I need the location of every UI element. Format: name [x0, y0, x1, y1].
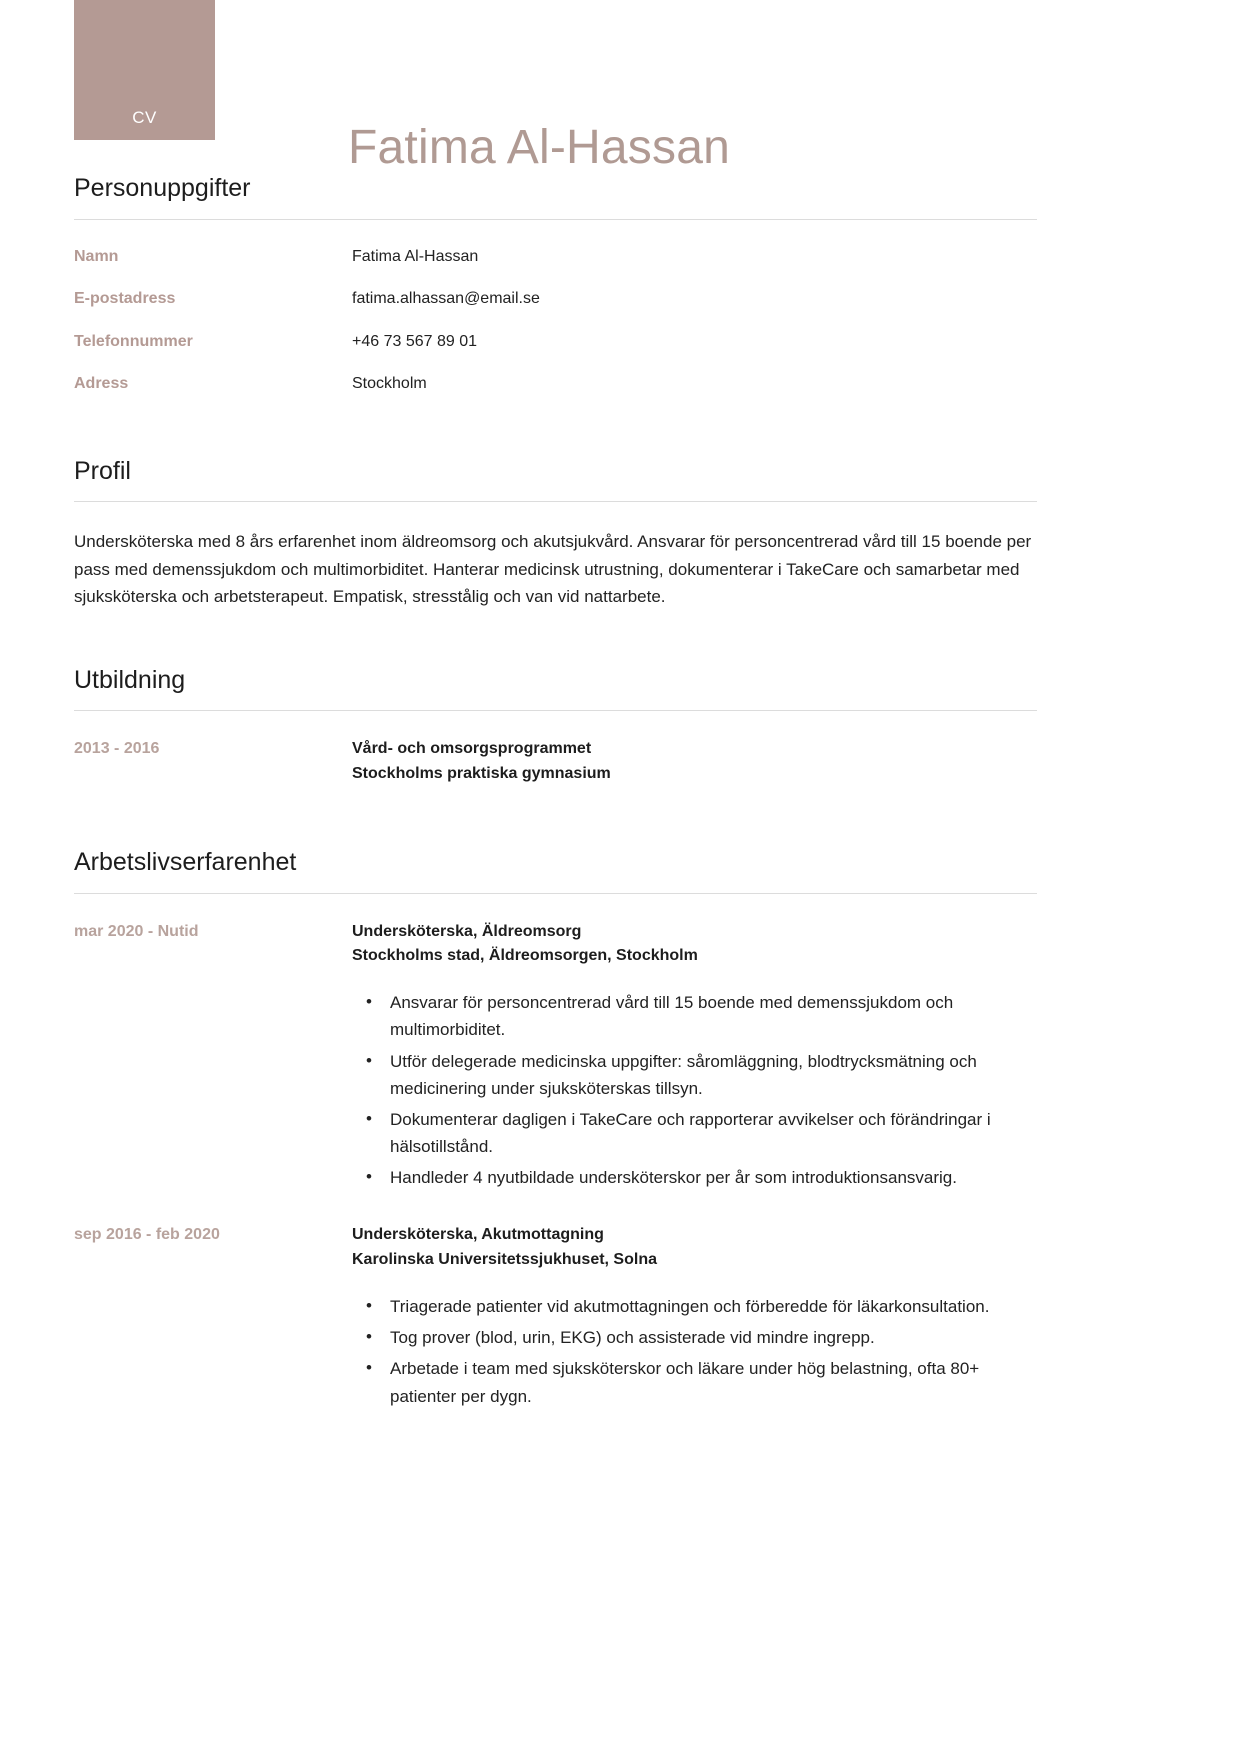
list-item: • Dokumenterar dagligen i TakeCare och rapporterar avvikelser och förändringar i hälsotillstånd. [390, 1106, 1037, 1160]
section-title-profile: Profil [74, 456, 131, 485]
detail-row [74, 246, 1037, 268]
cv-badge [74, 0, 215, 140]
entry-period: mar 2020 - Nutid [74, 922, 199, 940]
section-title-experience: Arbetslivserfarenhet [74, 848, 297, 877]
section-title-personal-details: Personuppgifter [74, 174, 251, 202]
detail-value-phone: +46 73 567 89 01 [352, 332, 478, 350]
spacer [74, 416, 1037, 458]
spacer [74, 787, 1037, 849]
entry-organization: Karolinska Universitetssjukhuset, Solna [352, 1251, 657, 1269]
section-personal-details [74, 175, 1037, 395]
entry-bullet-list [352, 1293, 1037, 1410]
education-list [74, 711, 1037, 787]
section-profile [74, 458, 1037, 611]
detail-label-phone: Telefonnummer [74, 332, 193, 350]
experience-list [74, 894, 1037, 1414]
cv-badge-label: CV [132, 108, 157, 127]
detail-row [74, 373, 1037, 395]
page-title: Fatima Al-Hassan [348, 121, 730, 175]
entry-main [352, 737, 1037, 787]
education-entry [74, 737, 1037, 787]
list-item: • Arbetade i team med sjuksköterskor och läkare under hög belastning, ofta 80+ patienter per dygn. [390, 1355, 1037, 1409]
spacer [74, 611, 1037, 667]
detail-value-address: Stockholm [352, 375, 427, 393]
profile-body [74, 502, 1037, 611]
detail-value-namn: Fatima Al-Hassan [352, 247, 479, 265]
entry-period: sep 2016 - feb 2020 [74, 1226, 220, 1244]
cv-content [0, 175, 1241, 1414]
detail-value-email: fatima.alhassan@email.se [352, 290, 540, 308]
entry-bullet-list [352, 989, 1037, 1191]
detail-label-address: Adress [74, 375, 129, 393]
entry-main [352, 920, 1037, 1196]
list-item: • Ansvarar för personcentrerad vård till 15 boende med demenssjukdom och multimorbiditet. [390, 989, 1037, 1043]
section-title-education: Utbildning [74, 665, 186, 694]
section-education [74, 667, 1037, 787]
entry-title: Vård- och omsorgsprogrammet [352, 740, 592, 758]
detail-row [74, 288, 1037, 310]
personal-details-list [74, 220, 1037, 395]
detail-row [74, 331, 1037, 353]
list-item: • Handleder 4 nyutbildade undersköterskor per år som introduktionsansvarig. [390, 1164, 1037, 1191]
experience-entry [74, 920, 1037, 1196]
detail-label-email: E-postadress [74, 290, 176, 308]
list-item: • Triagerade patienter vid akutmottagningen och förberedde för läkarkonsultation. [390, 1293, 1037, 1320]
entry-organization: Stockholms praktiska gymnasium [352, 765, 611, 783]
detail-label-namn: Namn [74, 247, 119, 265]
entry-title: Undersköterska, Akutmottagning [352, 1226, 604, 1244]
entry-organization: Stockholms stad, Äldreomsorgen, Stockholm [352, 947, 698, 965]
cv-header [0, 0, 1241, 175]
entry-period: 2013 - 2016 [74, 740, 160, 758]
entry-title: Undersköterska, Äldreomsorg [352, 922, 582, 940]
section-experience [74, 849, 1037, 1414]
profile-text: Undersköterska med 8 års erfarenhet inom äldreomsorg och akutsjukvård. Ansvarar för personcentrerad vård till 15 boende per pass med demenssjukdom och multimorbiditet. Hanterar medicinsk utrustning, dokumenterar i TakeCare och samarbetar med sjuksköterska och arbetsterapeut. Empatisk, stresstålig och van vid nattarbete. [74, 532, 1032, 607]
entry-main [352, 1223, 1037, 1413]
spacer [74, 1195, 1037, 1223]
experience-entry [74, 1223, 1037, 1413]
list-item: • Utför delegerade medicinska uppgifter: såromläggning, blodtrycksmätning och medicinering under sjuksköterskas tillsyn. [390, 1048, 1037, 1102]
list-item: • Tog prover (blod, urin, EKG) och assisterade vid mindre ingrepp. [390, 1324, 1037, 1351]
